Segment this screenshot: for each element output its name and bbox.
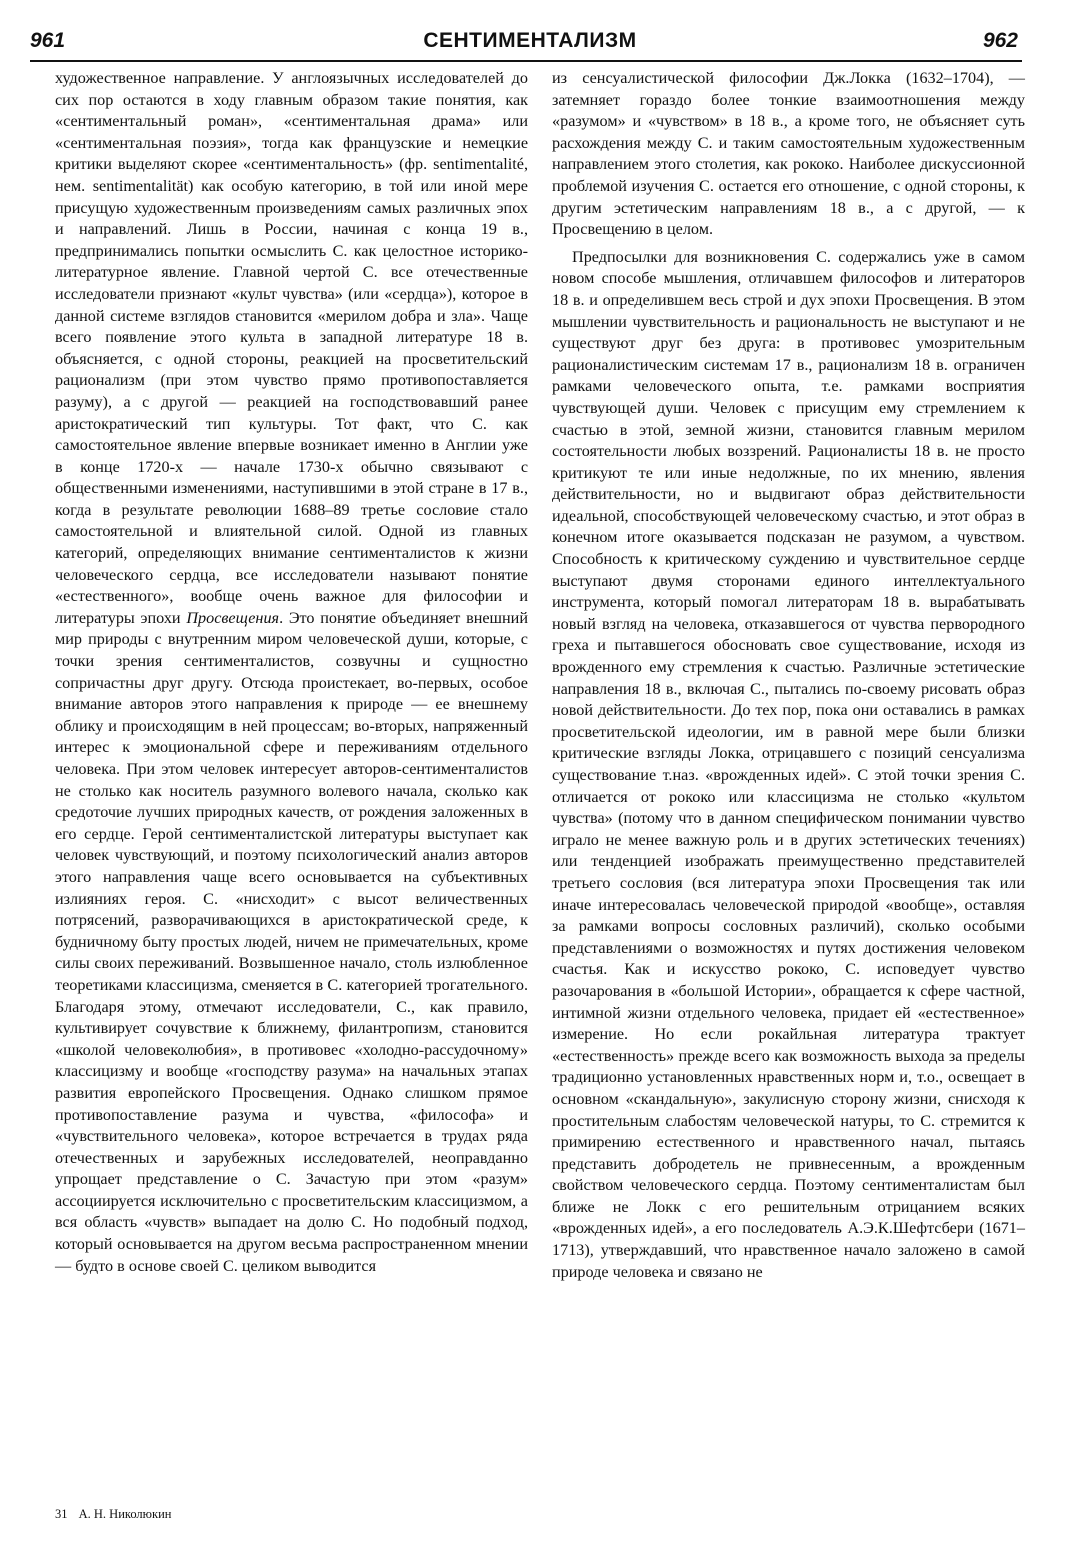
- left-text-a: художественное направление. У англоязычных исследователей до сих пор остаются в ходу главным образом такие понятия, как «сентиментальный роман», «сентиментальная драма» или «сентиментальная поэзия», тогда как французские и немецкие критики выделяют скорее «сентиментальность» (фр. sentimentalité, нем. sentimentalität) как особую категорию, в той или иной мере присущую художественным произведениям самых различных эпох и направлений. Лишь в России, начиная с конца 19 в., предпринимались попытки осмыслить С. как целостное историко-литературное явление. Главной чертой С. все отечественные исследователи признают «культ чувства» (или «сердца»), которое в данной системе взглядов становится «мерилом добра и зла». Чаще всего появление этого культа в западной литературе 18 в. объясняется, с одной стороны, реакцией на просветительский рационализм (при этом чувство прямо противопоставляется разуму), а с другой — реакцией на господствовавший ранее аристократический тип культуры. Тот факт, что С. как самостоятельное явление впервые возникает именно в Англии уже в конце 1720-х — начале 1730-х обычно связывают с общественными изменениями, наступившими в этой стране в 17 в., когда в результате революции 1688–89 третье сословие стало самостоятельной и влиятельной силой. Одной из главных категорий, определяющих внимание сентименталистов к жизни человеческого сердца, все исследователи называют понятие «естественного», вообще очень важное для философии и литературы эпохи: [55, 69, 528, 627]
- left-text-b: . Это понятие объединяет внешний мир природы с внутренним миром человеческой души, которые, с точки зрения сентименталистов, созвучны и сущностно сопричастны друг другу. Отсюда проистекает, во-первых, особое внимание авторов этого направления к природе — ее внешнему облику и происходящим в ней процессам; во-вторых, напряженный интерес к эмоциональной сфере и переживаниям отдельного человека. При этом человек интересует авторов-сентименталистов не столько как носитель разумного волевого начала, сколько как средоточие лучших природных качеств, от рождения заложенных в его сердце. Герой сентименталистской литературы выступает как человек чувствующий, и поэтому психологический анализ авторов этого направления чаще всего основывается на субъективных излияниях героя. С. «нисходит» с высот величественных потрясений, разворачивающихся в аристократической среде, к будничному быту простых людей, ничем не примечательных, кроме силы своих переживаний. Возвышенное начало, столь излюбленное теоретиками классицизма, сменяется в С. категорией трогательного. Благодаря этому, отмечают исследователи, С., как правило, культивирует сочувствие к ближнему, филантропизм, становится «школой человеколюбия», в противовес «холодно-рассудочному» классицизму и вообще «господству разума» на начальных этапах развития европейского Просвещения. Однако слишком прямое противопоставление разума и чувства, «философа» и «чувствительного человека», которое встречается в трудах ряда отечественных и зарубежных исследователей, неоправданно упрощает представление о С. Зачастую при этом «разум» ассоциируется исключительно с просветительским классицизмом, а вся область «чувств» выпадает на долю С. Но подобный подход, который основывается на другом весьма распространенном мнении — будто в основе своей С. целиком выводится: [55, 608, 529, 1275]
- page-number-left: 961: [30, 29, 66, 52]
- right-column: [552, 68, 1025, 1283]
- left-paragraph: [55, 68, 528, 1277]
- signature-number: 31: [55, 1507, 68, 1521]
- right-paragraph-2: Предпосылки для возникновения С. содержались уже в самом новом способе мышления, отличавшем философов и литераторов 18 в. и определившем весь строй и дух эпохи Просвещения. В этом мышлении чувствительность и рациональность не выступают и не существуют друг без друга: в противовес умозрительным рационалистическим системам 17 в., рационализм 18 в. ограничен рамками человеческого опыта, т.е. рамками восприятия чувствующей души. Человек с присущим ему стремлением к счастью в этой, земной жизни, становится главным мерилом состоятельности любых воззрений. Рационалисты 18 в. не просто критикуют те или иные недолжные, по их мнению, явления действительности, но и выдвигают образ действительности идеальной, способствующей человеческому счастью, и этот образ в конечном итоге оказывается подсказан не разумом, а чувством. Способность к критическому суждению и чувствительное сердце выступают двумя сторонами единого интеллектуального инструмента, который помогал литераторам 18 в. вырабатывать новый взгляд на человека, отказавшегося от чувства первородного греха и пытавшегося обосновать свое существование, исходя из врожденного ему стремления к счастью. Различные эстетические направления 18 в., включая С., пытались по-своему рисовать образ новой действительности. До тех пор, пока они оставались в рамках просветительской идеологии, им в равной мере были близки критические взгляды Локка, отрицавшего с позиций сенсуализма существование т.наз. «врожденных идей». С этой точки зрения С. отличается от рококо или классицизма не столько «культом чувства» (потому что в данном специфическом понимании чувство играло не менее важную роль и в других эстетических течениях) или тенденцией изображать преимущественно представителей третьего сословия (вся литература эпохи Просвещения так или иначе интересовалась человеческой природой «вообще», оставляя за рамками вопросы сословных различий), сколько особыми представлениями о возможностях и путях достижения человеком счастья. Как и искусство рококо, С. исповедует чувство разочарования в «большой Истории», обращается к сфере частной, интимной жизни отдельного человека, придает ей «естественное» измерение. Но если рокайльная литература трактует «естественность» прежде всего как возможность выхода за пределы традиционно установленных нравственных норм и, т.о., освещает в основном «скандальную», закулисную сторону жизни, снисходя к простительным слабостям человеческой натуры, то С. стремится к примирению естественного и нравственного начал, пытаясь представить добродетель не привнесенным, а врожденным свойством человеческого сердца. Поэтому сентименталистам был ближе не Локк с его решительным отрицанием всяких «врожденных идей», а его последователь А.Э.К.Шефтсбери (1671–1713), утверждавший, что нравственное начало заложено в самой природе человека и связано не: [552, 247, 1025, 1281]
- left-text-italic: Просвещения: [186, 608, 280, 627]
- right-paragraph-1: из сенсуалистической философии Дж.Локка (1632–1704), — затемняет гораздо более тонкие взаимоотношения между «разумом» и «чувством» в 18 в., а кроме того, не объясняет суть расхождения между С. и таким самостоятельным художественным направлением этого столетия, как рококо. Наиболее дискуссионной проблемой изучения С. остается его отношение, с одной стороны, к другим эстетическим направлениям 18 в., а с другой, — к Просвещению в целом.: [552, 69, 1025, 239]
- page-header: [30, 26, 1030, 60]
- page-footer: [55, 1506, 171, 1522]
- left-column: [55, 68, 528, 1277]
- running-title: СЕНТИМЕНТАЛИЗМ: [423, 29, 637, 52]
- page-number-right: 962: [982, 29, 1018, 52]
- footer-author: А. Н. Николюкин: [78, 1507, 172, 1521]
- header-rule: [30, 60, 1022, 62]
